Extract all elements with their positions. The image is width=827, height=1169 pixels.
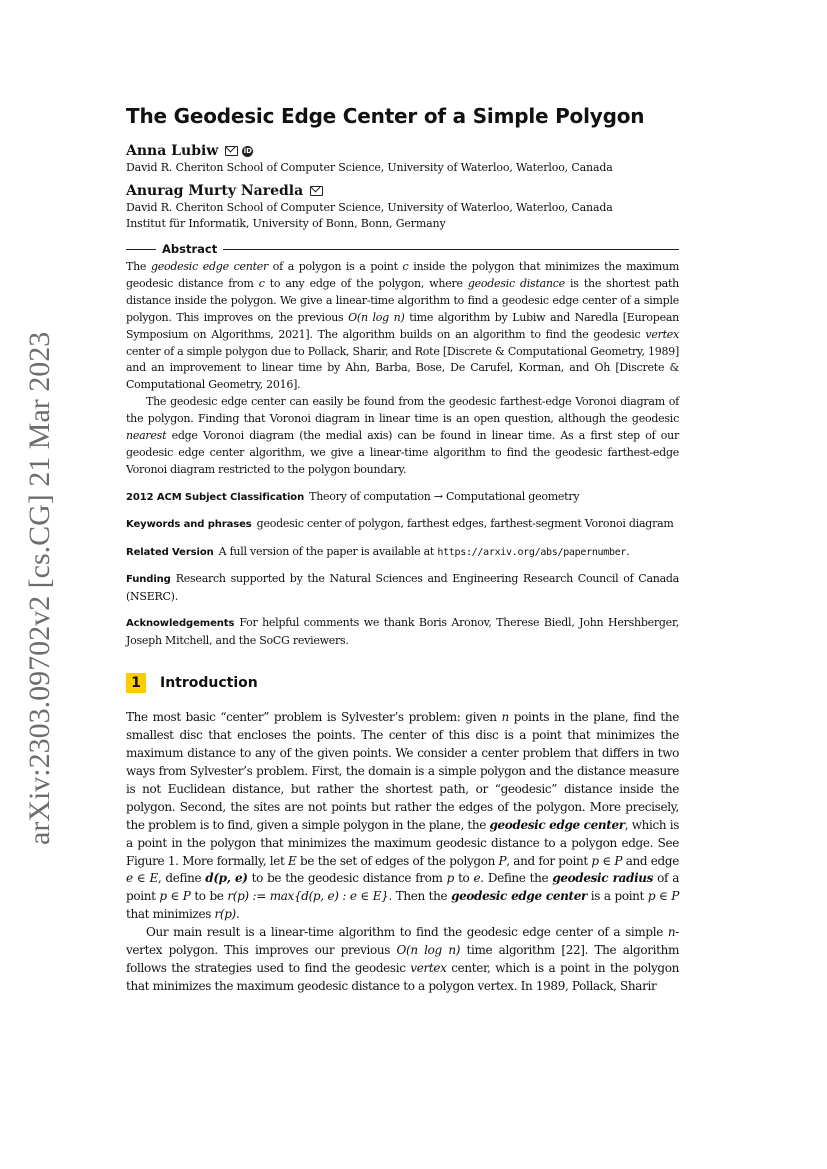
related-version: Related Version A full version of the paper is available at https://arxiv.org/abs/papernumber.: [126, 544, 630, 558]
body-paragraph: Our main result is a linear-time algorithm to find the geodesic edge center of a simple n-vertex polygon. This improves our previous O(n log n) time algorithm [22]. The algorithm follows the strategies used to find the geodesic vertex center, which is a point in the polygon that minimizes the maximum geodesic distance to a polygon vertex. In 1989, Pollack, Sharir: [126, 925, 679, 993]
abstract: [126, 259, 679, 479]
mail-icon[interactable]: [225, 146, 238, 156]
affiliation: David R. Cheriton School of Computer Science, University of Waterloo, Waterloo, Canada: [126, 161, 613, 174]
arxiv-identifier: arXiv:2303.09702v2 [cs.CG] 21 Mar 2023: [23, 331, 56, 845]
abstract-paragraph: The geodesic edge center of a polygon is a point c inside the polygon that minimizes the maximum geodesic distance from c to any edge of the polygon, where geodesic distance is the shortest path distance inside the polygon. We give a linear-time algorithm to find a geodesic edge center of a simple polygon. This improves on the previous O(n log n) time algorithm by Lubiw and Naredla [European Symposium on Algorithms, 2021]. The algorithm builds on an algorithm to find the geodesic vertex center of a simple polygon due to Pollack, Sharir, and Rote [Discrete & Computational Geometry, 1989] and an improvement to linear time by Ahn, Barba, Bose, De Carufel, Korman, and Oh [Discrete & Computational Geometry, 2016].: [126, 260, 680, 392]
acknowledgements: Acknowledgements For helpful comments we thank Boris Aronov, Therese Biedl, John Hershberger, Joseph Mitchell, and the SoCG reviewers.: [126, 616, 679, 647]
funding: Funding Research supported by the Natural Sciences and Engineering Research Council of Canada (NSERC).: [126, 572, 679, 603]
orcid-icon[interactable]: iD: [243, 147, 252, 155]
author-name: Anurag Murty Naredla: [126, 183, 304, 199]
acm-classification: 2012 ACM Subject Classification Theory of computation → Computational geometry: [126, 489, 580, 503]
divider: [126, 249, 156, 250]
keywords: Keywords and phrases geodesic center of polygon, farthest edges, farthest-segment Voronoi diagram: [126, 517, 674, 531]
section-title: Introduction: [160, 675, 258, 692]
section-number: 1: [126, 673, 146, 693]
mail-icon[interactable]: [310, 186, 323, 196]
divider: [223, 249, 679, 250]
author-2: [126, 182, 679, 232]
paper-title: The Geodesic Edge Center of a Simple Polygon: [126, 104, 645, 128]
affiliation: David R. Cheriton School of Computer Science, University of Waterloo, Waterloo, Canada: [126, 201, 613, 214]
abstract-heading-label: Abstract: [162, 242, 218, 256]
abstract-heading: [126, 242, 679, 256]
body-paragraph: The most basic “center” problem is Sylvester’s problem: given n points in the plane, find the smallest disc that encloses the points. The center of this disc is a point that minimizes the maximum distance to any of the given points. We consider a center problem that differs in two ways from Sylvester’s problem. First, the domain is a simple polygon and the distance measure is not Euclidean distance, but rather the shortest path, or “geodesic” distance inside the polygon. Second, the sites are not points but rather the edges of the polygon. More precisely, the problem is to find, given a simple polygon in the plane, the geodesic edge center, which is a point in the polygon that minimizes the maximum geodesic distance to a polygon edge. See Figure 1. More formally, let E be the set of edges of the polygon P, and for point p ∈ P and edge e ∈ E, define d(p, e) to be the geodesic distance from p to e. Define the geodesic radius of a point p ∈ P to be r(p) := max{d(p, e) : e ∈ E}. Then the geodesic edge center is a point p ∈ P that minimizes r(p).: [126, 710, 680, 922]
paper-metadata: [126, 489, 679, 650]
affiliation: Institut für Informatik, University of Bonn, Bonn, Germany: [126, 217, 446, 230]
paper-page: [126, 96, 679, 996]
section-heading: [126, 673, 679, 693]
abstract-paragraph: The geodesic edge center can easily be found from the geodesic farthest-edge Voronoi diagram of the polygon. Finding that Voronoi diagram in linear time is an open question, although the geodesic nearest edge Voronoi diagram (the medial axis) can be found in linear time. As a first step of our geodesic edge center algorithm, we give a linear-time algorithm to find the geodesic farthest-edge Voronoi diagram restricted to the polygon boundary.: [126, 395, 679, 476]
author-1: [126, 142, 679, 176]
section-body: [126, 709, 679, 996]
author-name: Anna Lubiw: [126, 143, 219, 159]
related-version-link[interactable]: https://arxiv.org/abs/papernumber: [437, 546, 627, 558]
